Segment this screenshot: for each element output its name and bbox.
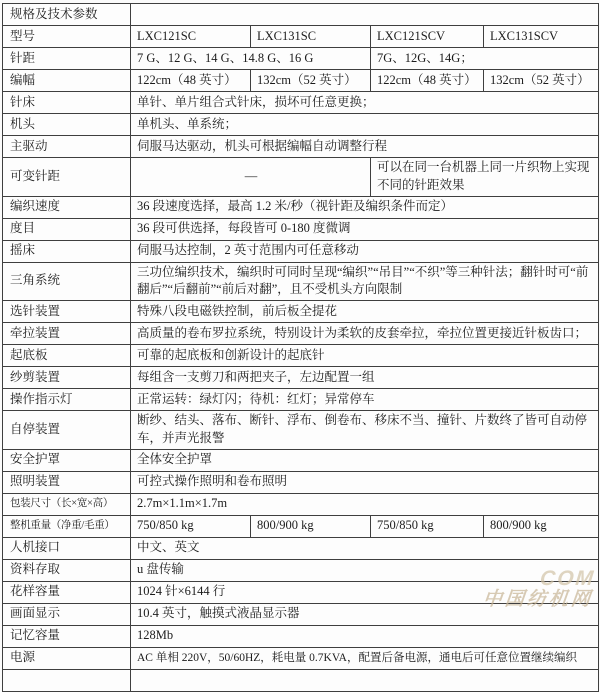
table-row bbox=[3, 136, 599, 158]
spec-value-cell: u 盘传输 bbox=[131, 559, 599, 581]
spec-value-cell: 750/850 kg bbox=[131, 515, 251, 537]
table-row bbox=[3, 301, 599, 323]
watermark-site-name: 中国纺机网 bbox=[481, 589, 594, 611]
spec-value-cell: 132cm（52 英寸） bbox=[484, 70, 599, 92]
spec-label-cell: 包装尺寸（长×宽×高） bbox=[3, 493, 131, 515]
spec-label-cell: 人机接口 bbox=[3, 537, 131, 559]
spec-value-cell: 正常运转：绿灯闪；待机：红灯；异常停车 bbox=[131, 389, 599, 411]
spec-value-cell: 可靠的起底板和创新设计的起底针 bbox=[131, 345, 599, 367]
watermark-domain-text: COM bbox=[538, 567, 597, 591]
table-row bbox=[3, 218, 599, 240]
spec-value-cell bbox=[131, 4, 599, 26]
spec-label-cell: 机头 bbox=[3, 114, 131, 136]
spec-label-cell: 可变针距 bbox=[3, 158, 131, 197]
table-row bbox=[3, 603, 599, 625]
spec-label-cell: 牵拉装置 bbox=[3, 323, 131, 345]
table-row bbox=[3, 48, 599, 70]
spec-label-cell: 度目 bbox=[3, 218, 131, 240]
table-row bbox=[3, 515, 599, 537]
spec-value-cell: 36 段可供选择，每段皆可 0-180 度微调 bbox=[131, 218, 599, 240]
spec-value-cell: 1024 针×6144 行 bbox=[131, 581, 599, 603]
spec-value-cell: 2.7m×1.1m×1.7m bbox=[131, 493, 599, 515]
spec-label-cell: 针床 bbox=[3, 92, 131, 114]
spec-label-cell: 规格及技术参数 bbox=[3, 4, 131, 26]
spec-table bbox=[2, 3, 599, 692]
spec-label-cell: 记忆容量 bbox=[3, 625, 131, 647]
spec-value-cell: 中文、英文 bbox=[131, 537, 599, 559]
table-row bbox=[3, 26, 599, 48]
spec-label-cell: 型号 bbox=[3, 26, 131, 48]
table-row bbox=[3, 196, 599, 218]
table-row bbox=[3, 647, 599, 669]
spec-value-cell: 全体安全护罩 bbox=[131, 449, 599, 471]
spec-value-cell: 7 G、12 G、14 G、14.8 G、16 G bbox=[131, 48, 371, 70]
table-row bbox=[3, 158, 599, 197]
spec-label-cell: 纱剪装置 bbox=[3, 367, 131, 389]
spec-label-cell: 花样容量 bbox=[3, 581, 131, 603]
table-row bbox=[3, 669, 599, 691]
spec-label-cell: 选针装置 bbox=[3, 301, 131, 323]
spec-label-cell: 自停装置 bbox=[3, 411, 131, 450]
spec-label-cell: 起底板 bbox=[3, 345, 131, 367]
spec-value-cell: 每组含一支剪刀和两把夹子，左边配置一组 bbox=[131, 367, 599, 389]
spec-value-cell: 7G、12G、14G； bbox=[371, 48, 599, 70]
table-row bbox=[3, 411, 599, 450]
spec-value-cell: 可以在同一台机器上同一片织物上实现不同的针距效果 bbox=[371, 158, 599, 197]
spec-value-cell: 132cm（52 英寸） bbox=[251, 70, 371, 92]
spec-label-cell: 针距 bbox=[3, 48, 131, 70]
table-row bbox=[3, 537, 599, 559]
table-row bbox=[3, 559, 599, 581]
spec-value-cell: LXC131SCV bbox=[484, 26, 599, 48]
spec-value-cell: LXC131SC bbox=[251, 26, 371, 48]
spec-value-cell: — bbox=[131, 158, 371, 197]
spec-value-cell: 10.4 英寸，触摸式液晶显示器 bbox=[131, 603, 599, 625]
spec-value-cell: 800/900 kg bbox=[484, 515, 599, 537]
spec-sheet bbox=[2, 3, 598, 692]
spec-value-cell: 三功位编织技术，编织时可同时呈现“编织”“吊目”“不织”等三种针法；翻针时可“前翻后”“后翻前”“前后对翻”，且不受机头方向限制 bbox=[131, 262, 599, 301]
table-row bbox=[3, 449, 599, 471]
table-row bbox=[3, 581, 599, 603]
spec-label-cell: 画面显示 bbox=[3, 603, 131, 625]
spec-value-cell: 伺服马达控制，2 英寸范围内可任意移动 bbox=[131, 240, 599, 262]
spec-value-cell: 单机头、单系统； bbox=[131, 114, 599, 136]
spec-value-cell: 128Mb bbox=[131, 625, 599, 647]
spec-value-cell: LXC121SC bbox=[131, 26, 251, 48]
table-row bbox=[3, 114, 599, 136]
spec-value-cell: 高质量的卷布罗拉系统，特别设计为柔软的皮套牵拉，牵拉位置更接近针板齿口； bbox=[131, 323, 599, 345]
spec-value-cell: 单针、单片组合式针床，损坏可任意更换； bbox=[131, 92, 599, 114]
spec-label-cell: 主驱动 bbox=[3, 136, 131, 158]
spec-label-cell: 整机重量（净重/毛重） bbox=[3, 515, 131, 537]
table-row bbox=[3, 625, 599, 647]
table-row bbox=[3, 389, 599, 411]
spec-table-body bbox=[3, 4, 599, 692]
spec-value-cell: 122cm（48 英寸） bbox=[371, 70, 484, 92]
spec-label-cell: 安全护罩 bbox=[3, 449, 131, 471]
spec-value-cell: 断纱、结头、落布、断针、浮布、倒卷布、移床不当、撞针、片数终了皆可自动停车，并声光报警 bbox=[131, 411, 599, 450]
spec-label-cell: 资料存取 bbox=[3, 559, 131, 581]
table-row bbox=[3, 345, 599, 367]
spec-value-cell bbox=[131, 669, 599, 691]
table-row bbox=[3, 323, 599, 345]
spec-label-cell bbox=[3, 669, 131, 691]
spec-value-cell: 特殊八段电磁铁控制，前后板全提花 bbox=[131, 301, 599, 323]
spec-label-cell: 照明装置 bbox=[3, 471, 131, 493]
spec-label-cell: 三角系统 bbox=[3, 262, 131, 301]
spec-value-cell: 750/850 kg bbox=[371, 515, 484, 537]
spec-label-cell: 编幅 bbox=[3, 70, 131, 92]
table-row bbox=[3, 92, 599, 114]
spec-value-cell: 36 段速度选择，最高 1.2 米/秒（视针距及编织条件而定） bbox=[131, 196, 599, 218]
table-row bbox=[3, 262, 599, 301]
table-row bbox=[3, 367, 599, 389]
table-row bbox=[3, 70, 599, 92]
spec-value-cell: 122cm（48 英寸） bbox=[131, 70, 251, 92]
table-row bbox=[3, 471, 599, 493]
spec-value-cell: 可控式操作照明和卷布照明 bbox=[131, 471, 599, 493]
table-row bbox=[3, 493, 599, 515]
spec-label-cell: 摇床 bbox=[3, 240, 131, 262]
spec-value-cell: 伺服马达驱动，机头可根据编幅自动调整行程 bbox=[131, 136, 599, 158]
spec-value-cell: LXC121SCV bbox=[371, 26, 484, 48]
spec-label-cell: 操作指示灯 bbox=[3, 389, 131, 411]
spec-label-cell: 电源 bbox=[3, 647, 131, 669]
table-row bbox=[3, 240, 599, 262]
spec-label-cell: 编织速度 bbox=[3, 196, 131, 218]
table-row bbox=[3, 4, 599, 26]
spec-value-cell: AC 单相 220V，50/60HZ，耗电量 0.7KVA，配置后备电源，通电后可任意位置继续编织 bbox=[131, 647, 599, 669]
spec-value-cell: 800/900 kg bbox=[251, 515, 371, 537]
